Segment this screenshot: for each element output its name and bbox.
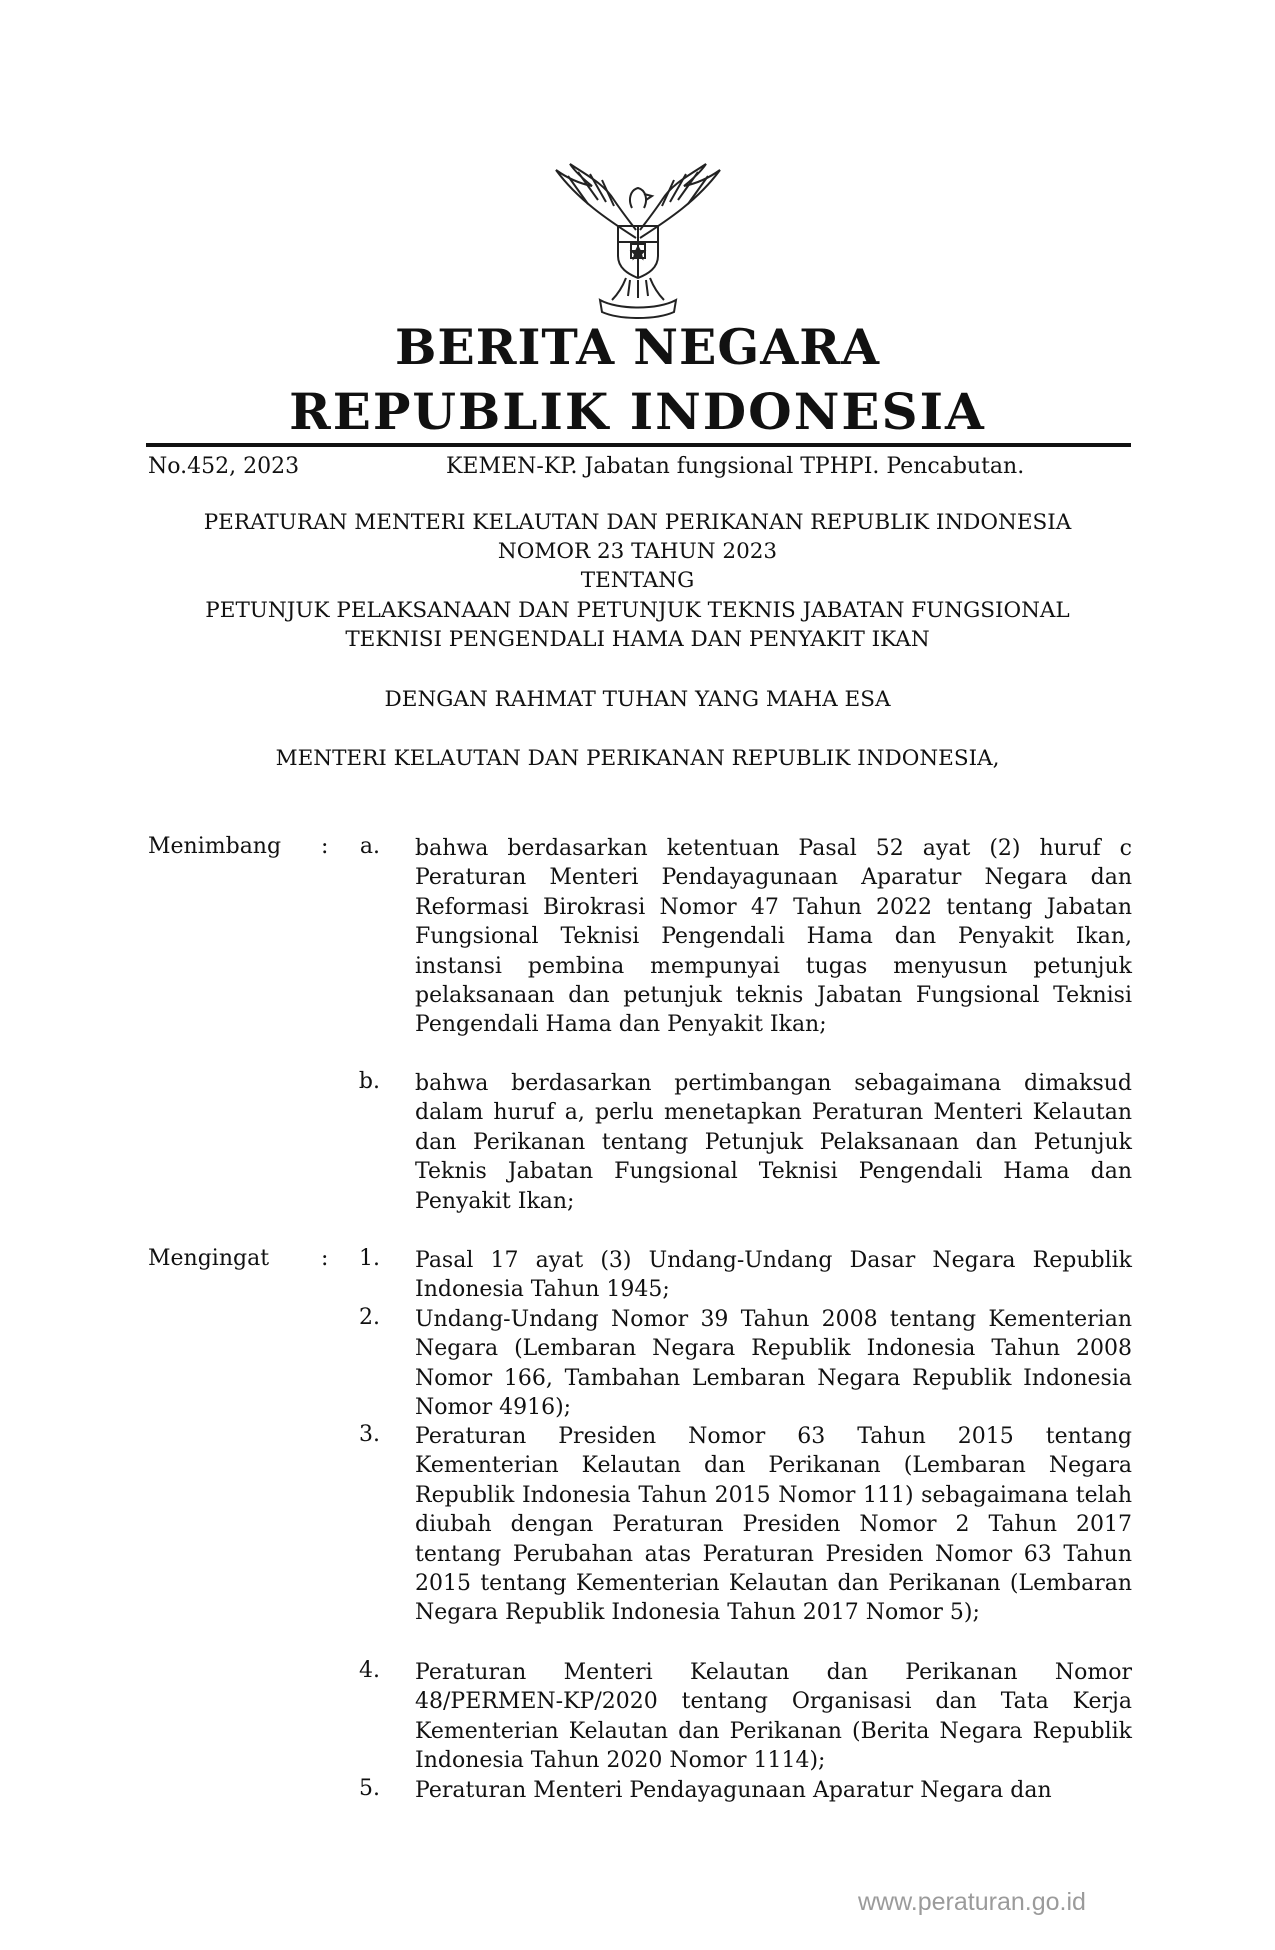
list-item-text: Pasal 17 ayat (3) Undang-Undang Dasar Negara Republik Indonesia Tahun 1945; xyxy=(415,1248,1132,1303)
list-item-text: Peraturan Menteri Kelautan dan Perikanan Nomor 48/PERMEN-KP/2020 tentang Organisasi dan Tata Kerja Kementerian Kelautan dan Perikanan (Berita Negara Republik Indonesia Tahun 2020 Nomor 1114); xyxy=(415,1660,1132,1774)
regulation-tentang: TENTANG xyxy=(580,568,695,593)
list-item-text: bahwa berdasarkan pertimbangan sebagaimana dimaksud dalam huruf a, perlu menetapkan Peraturan Menteri Kelautan dan Perikanan tentang Petunjuk Pelaksanaan dan Petunjuk Teknis Jabatan Fungsional Teknisi Pengendali Hama dan Penyakit Ikan; xyxy=(415,1071,1132,1214)
masthead-title-line1: BERITA NEGARA xyxy=(394,318,880,376)
invocation: DENGAN RAHMAT TUHAN YANG MAHA ESA xyxy=(384,687,891,712)
menimbang-colon: : xyxy=(321,834,329,859)
list-item-text: Peraturan Menteri Pendayagunaan Aparatur Negara dan xyxy=(415,1778,1052,1803)
regulation-subject-line1: PETUNJUK PELAKSANAAN DAN PETUNJUK TEKNIS JABATAN FUNGSIONAL xyxy=(205,598,1070,623)
list-item-marker: 4. xyxy=(359,1658,380,1683)
list-item-marker: b. xyxy=(358,1069,380,1094)
regulation-subject-line2: TEKNISI PENGENDALI HAMA DAN PENYAKIT IKAN xyxy=(345,627,930,652)
regulation-title: PERATURAN MENTERI KELAUTAN DAN PERIKANAN REPUBLIK INDONESIA xyxy=(203,510,1072,535)
footer-url: www.peraturan.go.id xyxy=(858,1888,1086,1916)
list-item-marker: 2. xyxy=(359,1305,380,1330)
mengingat-label: Mengingat xyxy=(148,1246,270,1271)
issue-number: No.452, 2023 xyxy=(148,454,300,479)
masthead-title-line2: REPUBLIK INDONESIA xyxy=(289,382,986,441)
authority: MENTERI KELAUTAN DAN PERIKANAN REPUBLIK INDONESIA, xyxy=(275,746,1000,771)
list-item-text: bahwa berdasarkan ketentuan Pasal 52 ayat (2) huruf c Peraturan Menteri Pendayagunaan Aparatur Negara dan Reformasi Birokrasi Nomor 47 Tahun 2022 tentang Jabatan Fungsional Teknisi Pengendali Hama dan Penyakit Ikan, instansi pembina mempunyai tugas menyusun petunjuk pelaksanaan dan petunjuk teknis Jabatan Fungsional Teknisi Pengendali Hama dan Penyakit Ikan; xyxy=(415,836,1132,1038)
issue-subject: KEMEN-KP. Jabatan fungsional TPHPI. Pencabutan. xyxy=(446,454,1025,479)
list-item-marker: 3. xyxy=(359,1422,380,1447)
garuda-emblem-icon xyxy=(548,160,728,320)
regulation-number: NOMOR 23 TAHUN 2023 xyxy=(497,539,778,564)
list-item-text: Peraturan Presiden Nomor 63 Tahun 2015 tentang Kementerian Kelautan dan Perikanan (Lembaran Negara Republik Indonesia Tahun 2015 Nomor 111) sebagaimana telah diubah dengan Peraturan Presiden Nomor 2 Tahun 2017 tentang Perubahan atas Peraturan Presiden Nomor 63 Tahun 2015 tentang Kementerian Kelautan dan Perikanan (Lembaran Negara Republik Indonesia Tahun 2017 Nomor 5); xyxy=(415,1424,1132,1626)
header-divider xyxy=(146,443,1131,447)
list-item-marker: a. xyxy=(359,834,380,859)
list-item-text: Undang-Undang Nomor 39 Tahun 2008 tentang Kementerian Negara (Lembaran Negara Republik Indonesia Tahun 2008 Nomor 166, Tambahan Lembaran Negara Republik Indonesia Nomor 4916); xyxy=(415,1307,1132,1421)
list-item-marker: 5. xyxy=(359,1776,380,1801)
list-item-marker: 1. xyxy=(359,1246,380,1271)
menimbang-label: Menimbang xyxy=(148,834,282,859)
mengingat-colon: : xyxy=(321,1246,329,1271)
